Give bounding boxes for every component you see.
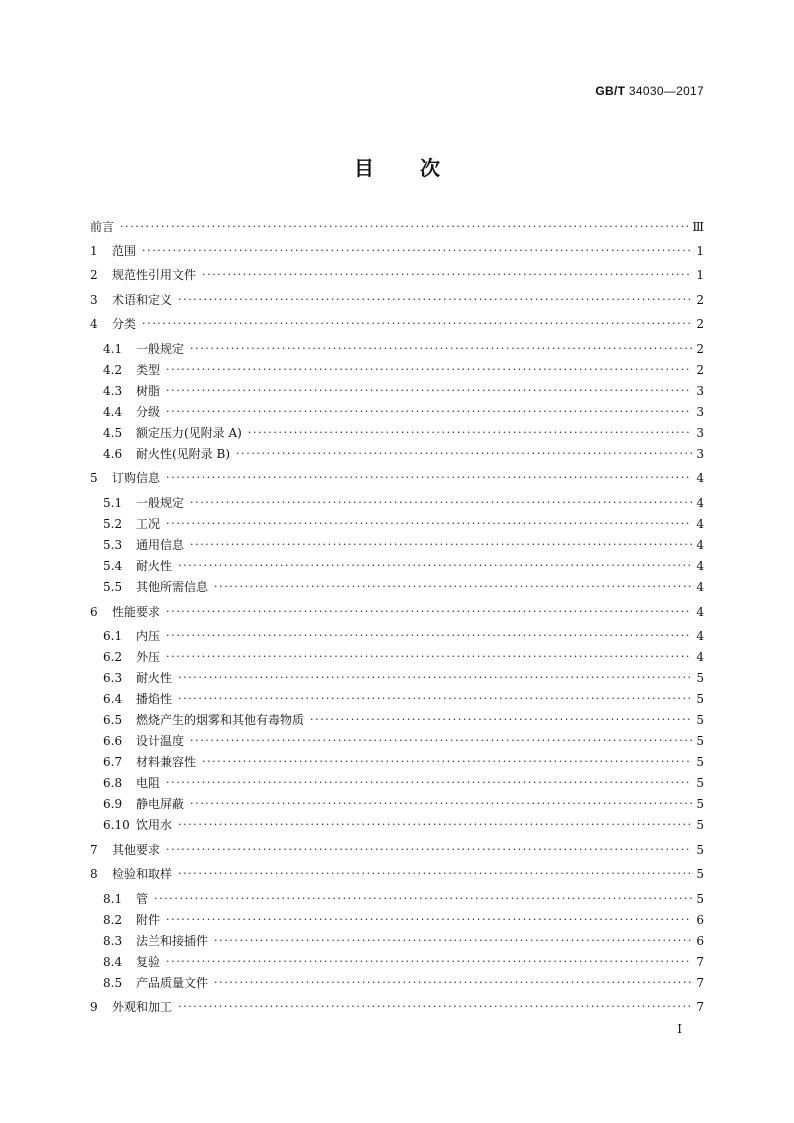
toc-leader-dots [166,402,692,422]
toc-entry-number: 6.1 [103,629,123,643]
toc-entry-title: 设计温度 [136,734,185,748]
toc-entry-page: 5 [696,734,704,748]
standard-number: 34030—2017 [628,84,704,98]
toc-entry[interactable] [90,997,704,1017]
toc-entry[interactable] [90,864,704,884]
toc-entry-title: 耐火性 [136,559,173,573]
toc-entry[interactable] [90,314,704,334]
toc-entry-page: 5 [696,843,704,857]
toc-entry-title: 分类 [112,317,137,331]
toc-entry-number: 4.5 [103,426,123,440]
toc-entry[interactable] [90,815,704,835]
toc-entry[interactable] [90,556,704,576]
toc-leader-dots [248,423,692,443]
toc-entry[interactable] [90,889,704,909]
toc-entry[interactable] [90,423,704,443]
toc-entry[interactable] [90,626,704,646]
toc-leader-dots [166,626,692,646]
toc-leader-dots [166,514,692,534]
toc-entry[interactable] [90,752,704,772]
toc-entry[interactable] [90,360,704,380]
toc-entry-number: 6.2 [103,650,123,664]
toc-entry-page: 5 [696,867,704,881]
toc-leader-dots [166,381,692,401]
toc-entry-page: 4 [696,559,704,573]
toc-entry[interactable] [90,710,704,730]
toc-entry[interactable] [90,493,704,513]
standard-prefix: GB/T [595,84,626,98]
toc-entry-page: 5 [696,818,704,832]
toc-entry-number: 8.5 [103,976,123,990]
toc-entry-number: 4 [90,317,98,331]
toc-leader-dots [202,265,692,285]
toc-entry[interactable] [90,290,704,310]
toc-leader-dots [166,468,692,488]
toc-entry-number: 8.2 [103,913,123,927]
toc-entry-page: 2 [696,342,704,356]
toc-entry-title: 附件 [136,913,161,927]
toc-entry-title: 电阻 [136,776,161,790]
toc-entry-title: 饮用水 [136,818,173,832]
toc-entry-title: 外观和加工 [112,1000,173,1014]
toc-entry-number: 6.8 [103,776,123,790]
toc-entry-page: 4 [696,538,704,552]
toc-entry[interactable] [90,773,704,793]
toc-entry[interactable] [90,973,704,993]
toc-leader-dots [178,997,692,1017]
toc-leader-dots [120,217,688,237]
toc-entry-page: 2 [696,293,704,307]
page-title-char-1: 目 [354,156,374,180]
toc-entry-page: 2 [696,363,704,377]
toc-leader-dots [178,556,692,576]
toc-entry-title: 材料兼容性 [136,755,197,769]
toc-entry-number: 9 [90,1000,98,1014]
toc-entry-title: 耐火性(见附录 B) [136,447,230,461]
toc-entry-number: 6.7 [103,755,123,769]
toc-entry-title: 范围 [112,244,137,258]
toc-leader-dots [178,668,692,688]
toc-entry-title: 性能要求 [112,605,161,619]
toc-entry[interactable] [90,339,704,359]
toc-leader-dots [166,360,692,380]
toc-leader-dots [190,794,692,814]
toc-entry-page: 6 [696,913,704,927]
page-folio: Ⅰ [677,1022,682,1036]
toc-entry-number: 8 [90,867,98,881]
toc-leader-dots [190,493,692,513]
toc-entry[interactable] [90,794,704,814]
page-title [0,152,794,181]
toc-entry-page: 5 [696,797,704,811]
toc-entry-number: 4.6 [103,447,123,461]
toc-entry-page: 3 [696,426,704,440]
toc-entry-number: 6.10 [103,818,130,832]
toc-entry[interactable] [90,217,704,237]
toc-entry-page: 4 [696,629,704,643]
toc-leader-dots [190,731,692,751]
toc-leader-dots [166,840,692,860]
toc-entry-page: 5 [696,892,704,906]
toc-entry-number: 5.1 [103,496,123,510]
toc-entry-title: 静电屏蔽 [136,797,185,811]
toc-leader-dots [190,339,692,359]
toc-entry[interactable] [90,577,704,597]
toc-entry-number: 4.2 [103,363,123,377]
toc-entry-page: Ⅲ [692,220,704,234]
toc-leader-dots [236,444,692,464]
toc-entry[interactable] [90,241,704,261]
toc-entry-title: 内压 [136,629,161,643]
toc-entry[interactable] [90,468,704,488]
toc-entry[interactable] [90,689,704,709]
toc-entry[interactable] [90,265,704,285]
toc-entry-number: 5.4 [103,559,123,573]
toc-leader-dots [214,577,692,597]
toc-entry-number: 5.5 [103,580,123,594]
toc-entry[interactable] [90,602,704,622]
toc-leader-dots [178,864,692,884]
toc-leader-dots [154,889,692,909]
toc-entry-number: 6.6 [103,734,123,748]
toc-entry-page: 1 [696,244,704,258]
toc-entry-number: 8.3 [103,934,123,948]
toc-entry-page: 4 [696,650,704,664]
toc-entry-title: 燃烧产生的烟雾和其他有毒物质 [136,713,305,727]
toc-entry-page: 4 [696,517,704,531]
toc-entry-number: 6.3 [103,671,123,685]
toc-entry-number: 6.4 [103,692,123,706]
toc-entry-number: 8.4 [103,955,123,969]
toc-entry-page: 3 [696,384,704,398]
toc-entry-number: 4.3 [103,384,123,398]
toc-entry-title: 工况 [136,517,161,531]
toc-entry[interactable] [90,535,704,555]
toc-leader-dots [166,647,692,667]
toc-entry-page: 5 [696,713,704,727]
toc-entry[interactable] [90,931,704,951]
toc-entry-page: 6 [696,934,704,948]
toc-entry-title: 管 [136,892,149,906]
toc-entry-title: 其他要求 [112,843,161,857]
toc-leader-dots [310,710,692,730]
toc-leader-dots [142,241,692,261]
toc-entry[interactable] [90,402,704,422]
toc-entry-number: 5.3 [103,538,123,552]
toc-leader-dots [166,602,692,622]
toc-entry-title: 一般规定 [136,496,185,510]
toc-entry[interactable] [90,381,704,401]
toc-entry-number: 4.1 [103,342,123,356]
toc-entry-title: 耐火性 [136,671,173,685]
toc-entry-title: 树脂 [136,384,161,398]
toc-entry-title: 其他所需信息 [136,580,209,594]
toc-entry-page: 4 [696,605,704,619]
toc-entry-number: 6.9 [103,797,123,811]
toc-entry-page: 7 [696,955,704,969]
toc-entry-number: 6.5 [103,713,123,727]
toc-entry-title: 检验和取样 [112,867,173,881]
toc-entry-number: 7 [90,843,98,857]
toc-entry[interactable] [90,647,704,667]
toc-entry-page: 3 [696,405,704,419]
toc-entry-number: 5.2 [103,517,123,531]
toc-entry-number: 8.1 [103,892,123,906]
toc-entry-title: 规范性引用文件 [112,268,197,282]
toc-entry-number: 6 [90,605,98,619]
toc-entry[interactable] [90,840,704,860]
toc-leader-dots [166,773,692,793]
toc-entry-title: 产品质量文件 [136,976,209,990]
toc-entry-page: 5 [696,671,704,685]
toc-entry-title: 复验 [136,955,161,969]
toc-leader-dots [202,752,692,772]
toc-entry-title: 术语和定义 [112,293,173,307]
toc-leader-dots [190,535,692,555]
toc-entry[interactable] [90,668,704,688]
toc-entry[interactable] [90,514,704,534]
toc-leader-dots [178,290,692,310]
toc-entry-title: 法兰和接插件 [136,934,209,948]
toc-entry-page: 4 [696,580,704,594]
toc-entry[interactable] [90,444,704,464]
toc-entry-page: 4 [696,496,704,510]
toc-leader-dots [178,689,692,709]
toc-entry-title: 前言 [90,220,115,234]
toc-entry[interactable] [90,952,704,972]
standard-code [595,84,704,98]
toc-leader-dots [214,973,692,993]
toc-entry-number: 3 [90,293,98,307]
toc-entry-page: 7 [696,976,704,990]
toc-entry-title: 订购信息 [112,471,161,485]
toc-entry-title: 播焰性 [136,692,173,706]
toc-entry-page: 4 [696,471,704,485]
toc-entry-title: 额定压力(见附录 A) [136,426,242,440]
toc-entry-page: 7 [696,1000,704,1014]
toc-entry-title: 分级 [136,405,161,419]
toc-leader-dots [214,931,692,951]
toc-entry-number: 1 [90,244,98,258]
toc-leader-dots [166,910,692,930]
toc-entry-title: 一般规定 [136,342,185,356]
toc-leader-dots [142,314,692,334]
toc-entry-page: 5 [696,776,704,790]
toc-entry-title: 类型 [136,363,161,377]
toc-leader-dots [166,952,692,972]
page-title-char-2: 次 [420,156,440,180]
toc-entry[interactable] [90,910,704,930]
toc-entry-number: 5 [90,471,98,485]
toc-entry[interactable] [90,731,704,751]
toc-entry-title: 外压 [136,650,161,664]
toc-leader-dots [178,815,692,835]
toc-entry-page: 1 [696,268,704,282]
toc-entry-title: 通用信息 [136,538,185,552]
toc-entry-page: 3 [696,447,704,461]
toc-entry-number: 4.4 [103,405,123,419]
toc-entry-page: 2 [696,317,704,331]
toc-entry-page: 5 [696,692,704,706]
toc-entry-number: 2 [90,268,98,282]
toc-entry-page: 5 [696,755,704,769]
